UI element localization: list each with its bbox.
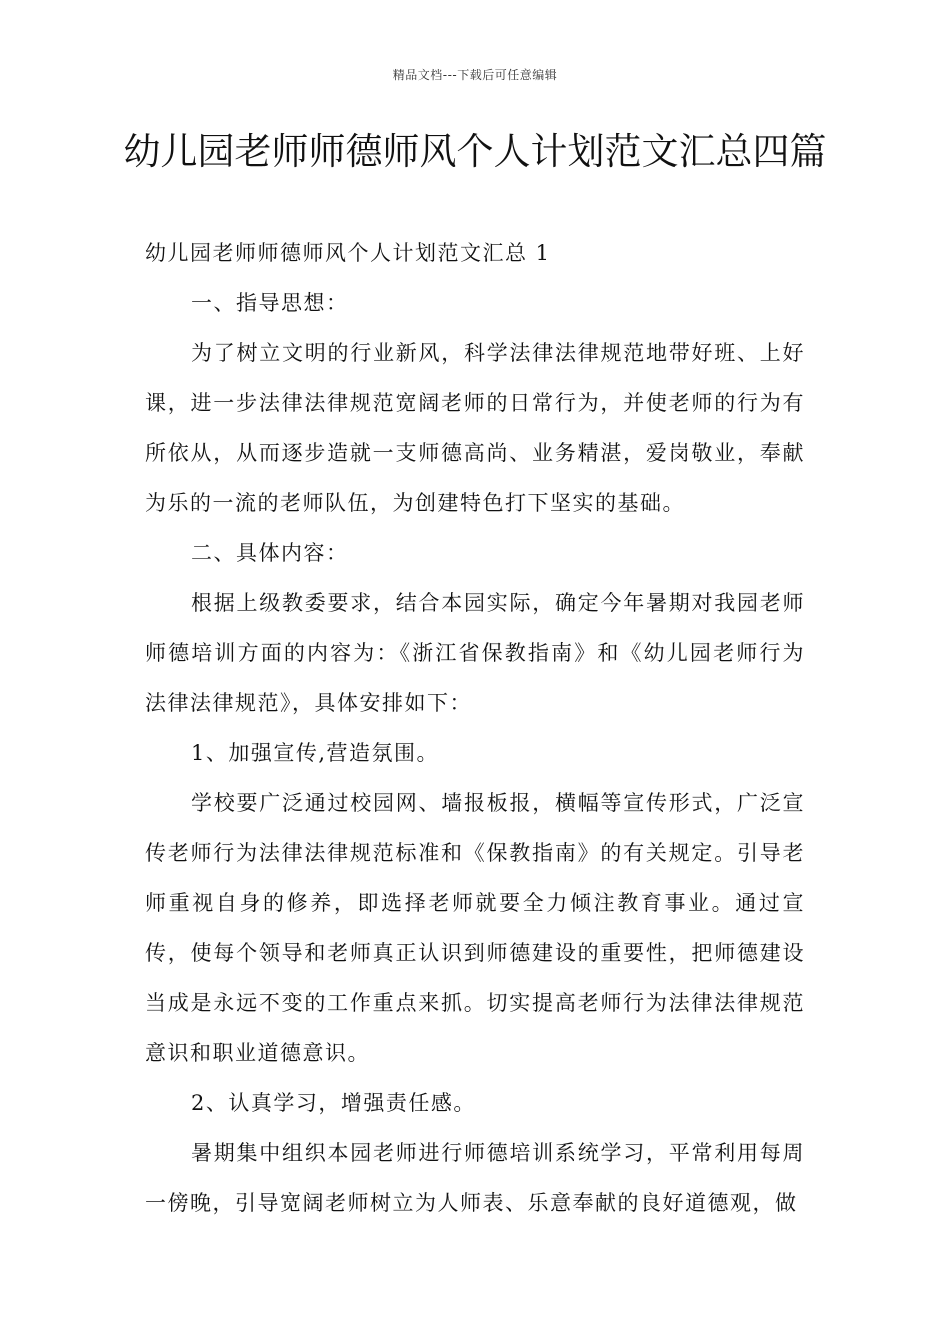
paragraph: 根据上级教委要求，结合本园实际，确定今年暑期对我园老师师德培训方面的内容为：《浙江省保教指南》和《幼儿园老师行为法律法律规范》，具体安排如下： xyxy=(145,591,805,715)
heading-guiding-ideology: 一、指导思想： xyxy=(191,291,349,315)
section-subtitle: 幼儿园老师师德师风个人计划范文汇总 1 xyxy=(145,241,551,265)
heading-specific-content: 二、具体内容： xyxy=(191,541,349,565)
paragraph: 学校要广泛通过校园网、墙报板报，横幅等宣传形式，广泛宣传老师行为法律法律规范标准和《保教指南》的有关规定。引导老师重视自身的修养，即选择老师就要全力倾注教育事业。通过宣传，使每个领导和老师真正认识到师德建设的重要性，把师德建设当成是永远不变的工作重点来抓。切实提高老师行为法律法律规范意识和职业道德意识。 xyxy=(145,791,805,1065)
paragraph: 为了树立文明的行业新风，科学法律法律规范地带好班、上好课，进一步法律法律规范宽阔老师的日常行为，并使老师的行为有所依从，从而逐步造就一支师德高尚、业务精湛，爱岗敬业，奉献为乐的一流的老师队伍，为创建特色打下坚实的基础。 xyxy=(145,341,805,515)
header-note: 精品文档---下载后可任意编辑 xyxy=(392,68,558,82)
paragraph: 暑期集中组织本园老师进行师德培训系统学习，平常利用每周一傍晚，引导宽阔老师树立为人师表、乐意奉献的良好道德观，做 xyxy=(145,1141,805,1215)
list-item-heading: 2、认真学习，增强责任感。 xyxy=(191,1091,476,1115)
list-item-heading: 1、加强宣传,营造氛围。 xyxy=(191,741,440,765)
document-title: 幼儿园老师师德师风个人计划范文汇总四篇 xyxy=(123,130,827,173)
document-body xyxy=(145,228,805,1228)
